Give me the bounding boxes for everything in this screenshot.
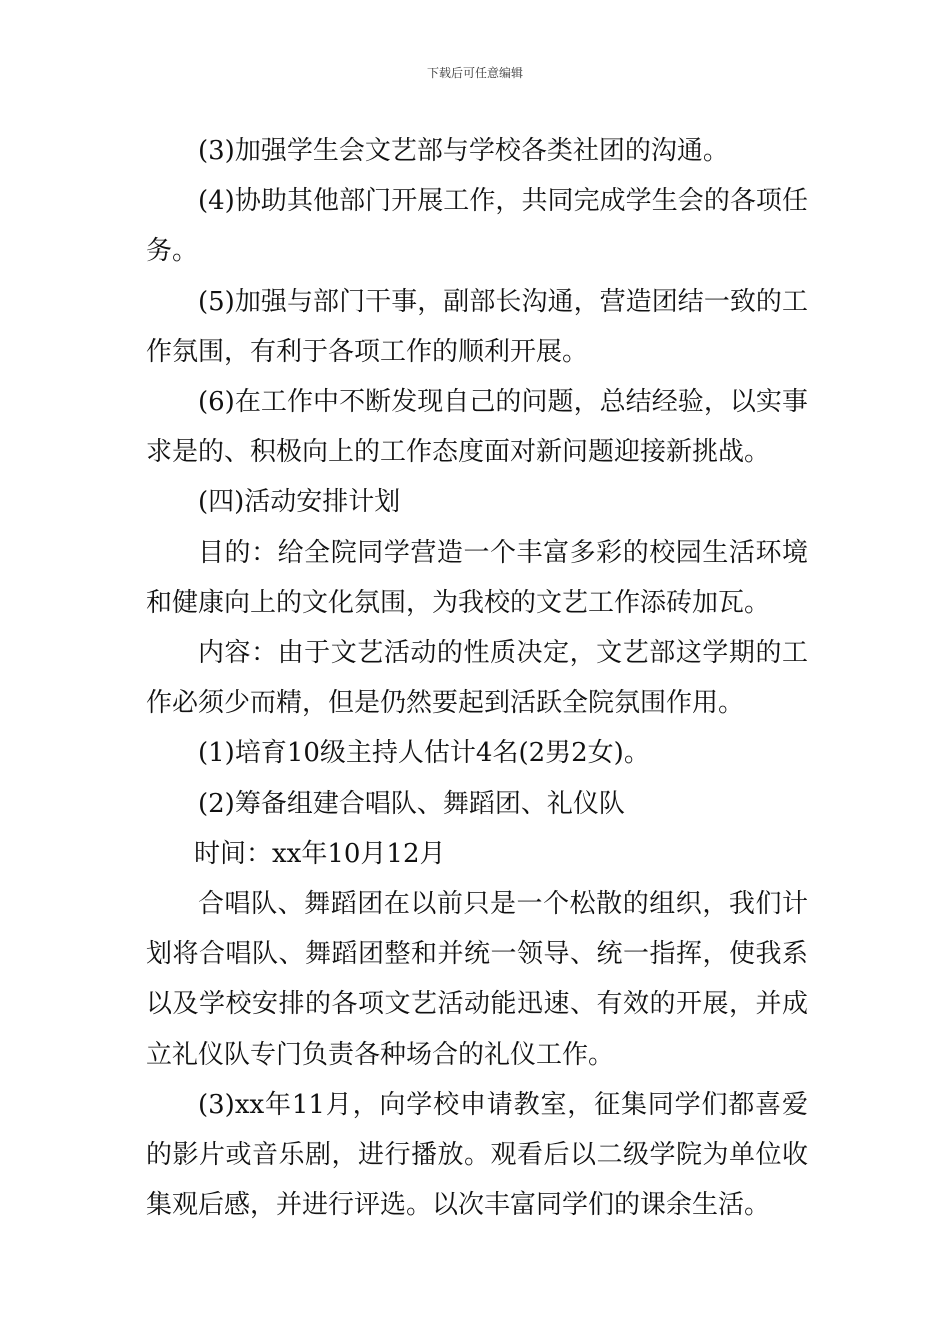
page-header-note: 下载后可任意编辑 (426, 66, 523, 80)
paragraph-time: 时间：xx年10月12月 (194, 838, 446, 869)
paragraph-choir-dance: 合唱队、舞蹈团在以前只是一个松散的组织，我们计划将合唱队、舞蹈团整和并统一领导、统一指挥，使我系以及学校安排的各项文艺活动能迅速、有效的开展，并成立礼仪队专门负责各种场合的礼仪工作。 (146, 889, 808, 1070)
paragraph-item-3: (3)加强学生会文艺部与学校各类社团的沟通。 (198, 136, 729, 166)
paragraph-item-6: (6)在工作中不断发现自己的问题，总结经验，以实事求是的、积极向上的工作态度面对新问题迎接新挑战。 (146, 387, 808, 468)
section-heading-activity-plan: (四)活动安排计划 (198, 487, 401, 518)
paragraph-plan-3: (3)xx年11月，向学校申请教室，征集同学们都喜爱的影片或音乐剧，进行播放。观看后以二级学院为单位收集观后感，并进行评选。以次丰富同学们的课余生活。 (146, 1089, 808, 1221)
paragraph-content: 内容：由于文艺活动的性质决定，文艺部这学期的工作必须少而精，但是仍然要起到活跃全院氛围作用。 (146, 638, 808, 719)
paragraph-item-4: (4)协助其他部门开展工作，共同完成学生会的各项任务。 (146, 186, 808, 267)
paragraph-plan-1: (1)培育10级主持人估计4名(2男2女)。 (198, 738, 650, 769)
paragraph-plan-2: (2)筹备组建合唱队、舞蹈团、礼仪队 (198, 788, 625, 819)
document-body (146, 126, 808, 1230)
paragraph-item-5: (5)加强与部门干事，副部长沟通，营造团结一致的工作氛围，有利于各项工作的顺利开展。 (146, 286, 808, 367)
paragraph-purpose: 目的：给全院同学营造一个丰富多彩的校园生活环境和健康向上的文化氛围，为我校的文艺工作添砖加瓦。 (146, 537, 808, 618)
